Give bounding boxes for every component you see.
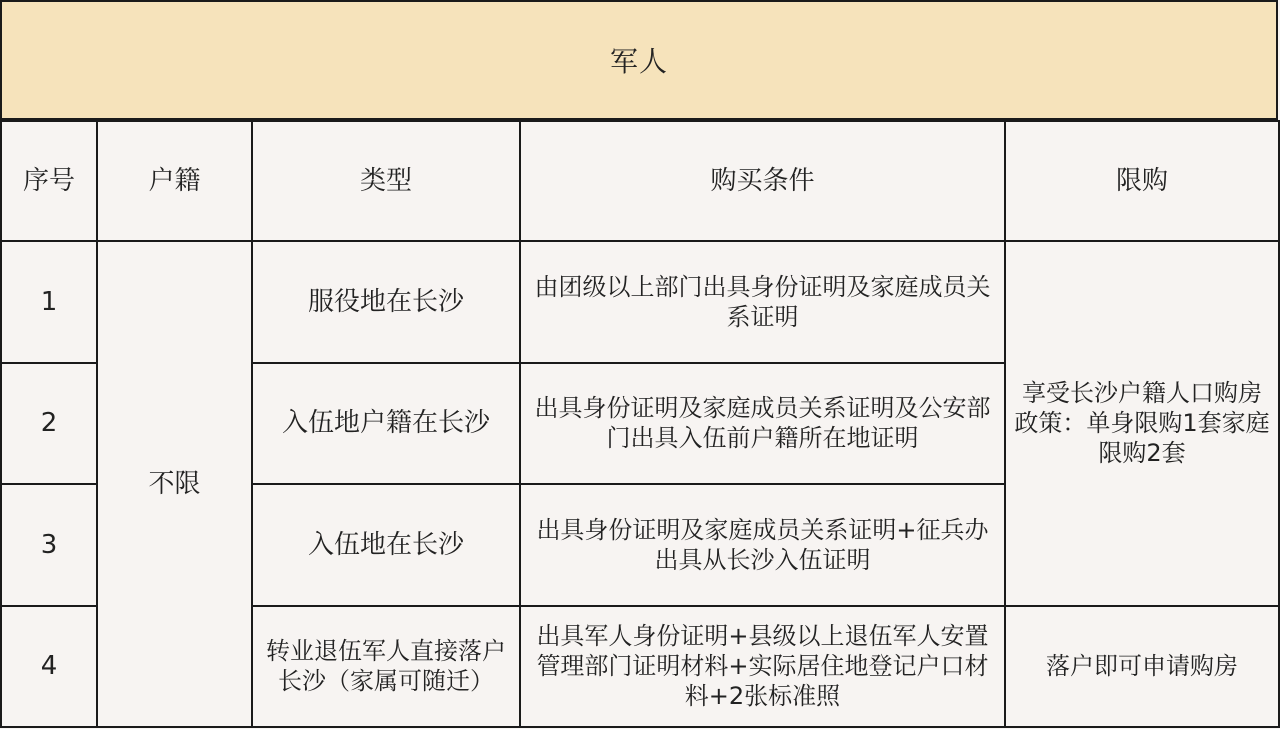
- header-condition: 购买条件: [520, 121, 1005, 241]
- limit-cell-4: 落户即可申请购房: [1005, 606, 1279, 727]
- table-title: 军人: [0, 0, 1278, 120]
- row-no: 3: [1, 484, 97, 605]
- header-type: 类型: [252, 121, 520, 241]
- row-type: 服役地在长沙: [252, 241, 520, 362]
- row-condition: 出具军人身份证明+县级以上退伍军人安置管理部门证明材料+实际居住地登记户口材料+2张标准照: [520, 606, 1005, 727]
- table-row: [1, 241, 1279, 362]
- row-condition: 由团级以上部门出具身份证明及家庭成员关系证明: [520, 241, 1005, 362]
- row-no: 1: [1, 241, 97, 362]
- row-type: 入伍地户籍在长沙: [252, 363, 520, 484]
- row-condition: 出具身份证明及家庭成员关系证明及公安部门出具入伍前户籍所在地证明: [520, 363, 1005, 484]
- row-no: 2: [1, 363, 97, 484]
- row-condition: 出具身份证明及家庭成员关系证明+征兵办出具从长沙入伍证明: [520, 484, 1005, 605]
- header-row: [1, 121, 1279, 241]
- row-no: 4: [1, 606, 97, 727]
- huji-cell: 不限: [97, 241, 252, 727]
- header-limit: 限购: [1005, 121, 1279, 241]
- policy-table: [0, 120, 1280, 728]
- row-type: 转业退伍军人直接落户长沙（家属可随迁）: [252, 606, 520, 727]
- row-type: 入伍地在长沙: [252, 484, 520, 605]
- header-huji: 户籍: [97, 121, 252, 241]
- header-no: 序号: [1, 121, 97, 241]
- limit-cell-1-3: 享受长沙户籍人口购房政策：单身限购1套家庭限购2套: [1005, 241, 1279, 605]
